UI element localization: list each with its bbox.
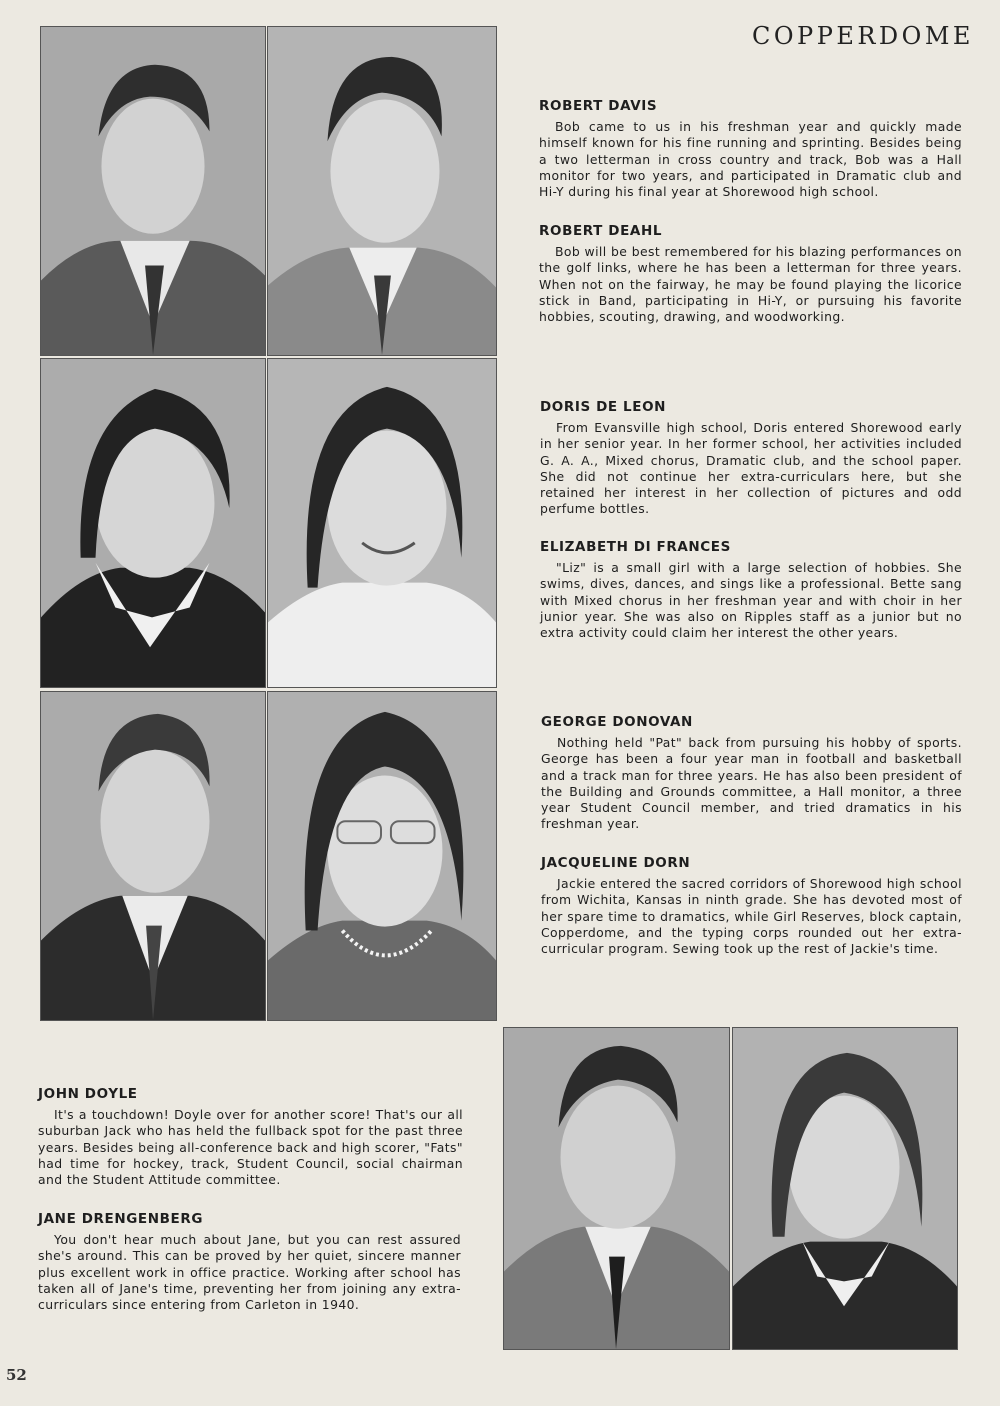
portrait-photo-elizabeth-di-frances	[267, 358, 497, 688]
student-name: GEORGE DONOVAN	[541, 714, 693, 730]
student-name: JANE DRENGENBERG	[38, 1211, 204, 1227]
bio-elizabeth-di-frances	[540, 539, 962, 641]
portrait-photo-george-donovan	[40, 691, 266, 1021]
portrait-photo-john-doyle	[503, 1027, 730, 1350]
bio-robert-deahl	[539, 223, 962, 325]
student-name: JOHN DOYLE	[38, 1086, 138, 1102]
student-bio: It's a touchdown! Doyle over for another score! That's our all suburban Jack who has held the fullback spot for the past three years. Besides being all-conference back and high scorer, "Fats" had time for hockey, track, Student Council, social chairman and the Student Attitude committee.	[38, 1107, 463, 1188]
student-bio: Nothing held "Pat" back from pursuing his hobby of sports. George has been a four year man in football and basketball and a track man for three years. He has also been president of the Building and Grounds committee, a Hall monitor, a three year Student Council member, and tried dramatics in his freshman year.	[541, 735, 962, 832]
bio-john-doyle	[38, 1086, 463, 1188]
student-name: ELIZABETH DI FRANCES	[540, 539, 731, 555]
student-name: ROBERT DAVIS	[539, 98, 658, 114]
bio-george-donovan	[541, 714, 962, 832]
portrait-photo-robert-davis	[40, 26, 266, 356]
page-number: 52	[6, 1366, 27, 1384]
student-name: ROBERT DEAHL	[539, 223, 663, 239]
bio-doris-de-leon	[540, 399, 962, 517]
student-bio: Bob will be best remembered for his blazing performances on the golf links, where he has been a letterman for three years. When not on the fairway, he may be found playing the licorice stick in Band, participating in Hi-Y, or pursuing his favorite hobbies, scouting, drawing, and woodworking.	[539, 244, 962, 325]
student-name: JACQUELINE DORN	[541, 855, 691, 871]
bio-robert-davis	[539, 98, 962, 200]
portrait-photo-robert-deahl	[267, 26, 497, 356]
student-bio: From Evansville high school, Doris entered Shorewood early in her senior year. In her former school, her activities included G. A. A., Mixed chorus, Dramatic club, and the school paper. She did not continue her extra-curriculars here, but she retained her interest in her collection of pictures and odd perfume bottles.	[540, 420, 962, 517]
student-bio: You don't hear much about Jane, but you can rest assured she's around. This can be proved by her quiet, sincere manner plus excellent work in office practice. Working after school has taken all of Jane's time, preventing her from joining any extra-curriculars since entering from Carleton in 1940.	[38, 1232, 461, 1313]
bio-jacqueline-dorn	[541, 855, 962, 957]
student-name: DORIS DE LEON	[540, 399, 667, 415]
student-bio: Bob came to us in his freshman year and quickly made himself known for his fine running and sprinting. Besides being a two letterman in cross country and track, Bob was a Hall monitor for two years, and participated in Dramatic club and Hi-Y during his final year at Shorewood high school.	[539, 119, 962, 200]
student-bio: Jackie entered the sacred corridors of Shorewood high school from Wichita, Kansas in ninth grade. She has devoted most of her spare time to dramatics, while Girl Reserves, block captain, Copperdome, and the typing corps rounded out her extra-curricular program. Sewing took up the rest of Jackie's time.	[541, 876, 962, 957]
portrait-photo-doris-de-leon	[40, 358, 266, 688]
portrait-photo-jane-drengenberg	[732, 1027, 958, 1350]
bio-jane-drengenberg	[38, 1211, 461, 1313]
student-bio: "Liz" is a small girl with a large selection of hobbies. She swims, dives, dances, and sings like a professional. Bette sang with Mixed chorus in her freshman year and with choir in her junior year. She was also on Ripples staff as a junior but no extra activity could claim her interest the other years.	[540, 560, 962, 641]
page-title: COPPERDOME	[752, 22, 974, 50]
portrait-photo-jacqueline-dorn	[267, 691, 497, 1021]
